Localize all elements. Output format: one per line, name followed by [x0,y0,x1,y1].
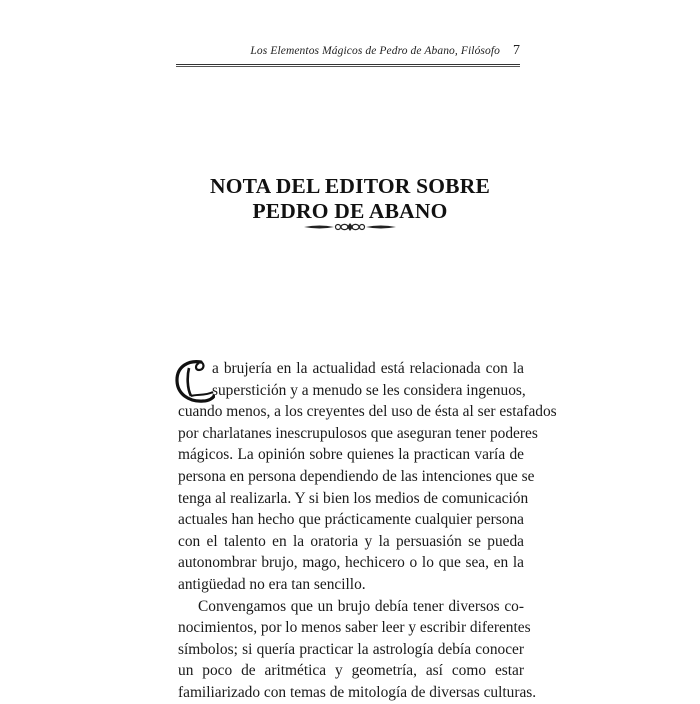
paragraph-line: un poco de aritmética y geometría, así como estar [178,662,524,680]
paragraph-line: por charlatanes inescrupulosos que aseguran tener poderes [178,424,538,442]
paragraph-line: superstición y a menudo se les considera ingenuos, [212,381,526,399]
paragraph-line: Convengamos que un brujo debía tener diversos co- [198,597,524,615]
paragraph-line: actuales han hecho que prácticamente cualquier persona [178,511,524,529]
paragraph-line: autonombrar brujo, mago, hechicero o lo que sea, en la [178,554,524,572]
header-rule-bottom [176,66,520,67]
running-head-title: Los Elementos Mágicos de Pedro de Abano, Filósofo [250,45,500,57]
running-head [176,43,520,58]
ornamental-divider-icon [302,220,398,234]
paragraph-line: a brujería en la actualidad está relacionada con la [212,360,524,377]
paragraph-line: antigüedad no era tan sencillo. [178,575,366,593]
paragraph-line: con el talento en la oratoria y la persuasión se pueda [178,532,524,550]
page-number: 7 [513,43,520,58]
paragraph-line: mágicos. La opinión sobre quienes la practican varía de [178,446,524,464]
paragraph-line: familiarizado con temas de mitología de diversas culturas. [178,683,537,701]
body-text [178,358,557,704]
paragraph-line: nocimientos, por lo menos saber leer y escribir diferentes [178,619,531,637]
chapter-title-line-1: NOTA DEL EDITOR SOBRE [209,174,490,198]
paragraph-line: cuando menos, a los creyentes del uso de ésta al ser estafados [178,403,557,421]
chapter-title-line-2: PEDRO DE ABANO [252,199,448,223]
paragraph-line: tenga al realizarla. Y si bien los medios de comunicación [178,489,529,507]
header-rule-top [176,64,520,65]
paragraph-line: símbolos; si quería practicar la astrología debía conocer [178,640,524,658]
paragraph-line: persona en persona dependiendo de las intenciones que se [178,467,535,485]
